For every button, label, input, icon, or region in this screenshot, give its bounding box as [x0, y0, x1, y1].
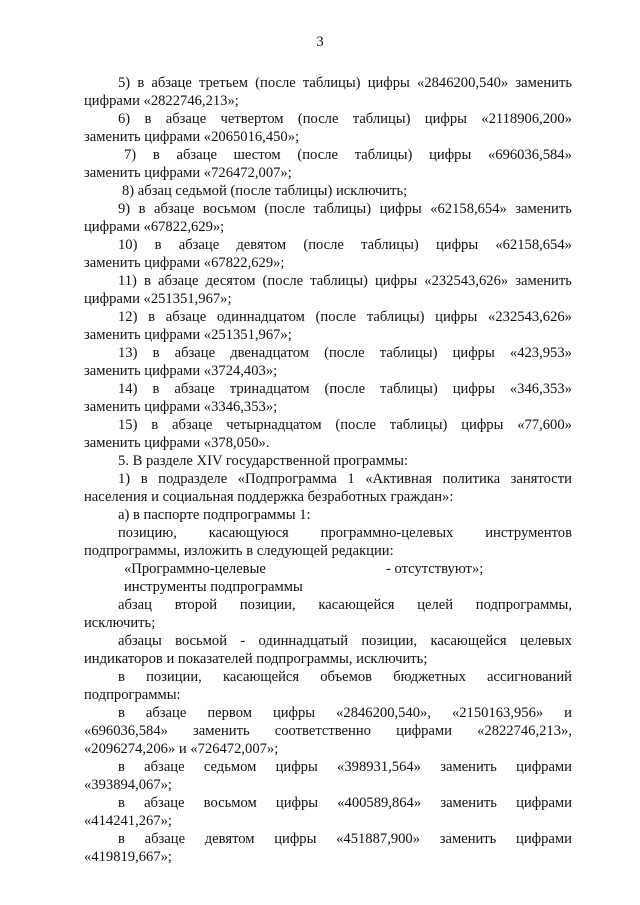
- word: восьмой: [175, 633, 228, 649]
- word: (после: [262, 273, 304, 289]
- word: (после: [264, 201, 305, 217]
- text-line: [118, 74, 572, 92]
- word: бюджетных: [393, 669, 466, 685]
- text-line: [118, 470, 572, 488]
- text-line: [118, 524, 572, 542]
- word: (после: [255, 75, 296, 91]
- word: касающейся: [430, 633, 507, 649]
- word: цифрами: [516, 831, 572, 847]
- word: абзаце: [151, 75, 192, 91]
- word: восьмом: [203, 795, 257, 811]
- word: второй: [174, 597, 218, 613]
- word: 1): [118, 471, 131, 487]
- word: «696036,584»: [487, 147, 572, 163]
- word: в: [137, 75, 145, 91]
- word: в: [152, 345, 160, 361]
- word: таблицы): [389, 417, 448, 433]
- text-line: цифрами «2822746,213»;: [84, 93, 239, 109]
- text-line: [118, 416, 572, 434]
- word: таблицы): [313, 201, 372, 217]
- word: двенадцатом: [230, 345, 309, 361]
- word: таблицы): [354, 147, 413, 163]
- text-line: [118, 308, 572, 326]
- word: «400589,864»: [337, 795, 422, 811]
- word: цифрами: [516, 795, 572, 811]
- word: программно-целевых: [320, 525, 454, 541]
- text-line: [84, 722, 572, 740]
- word: в: [154, 237, 162, 253]
- word: 13): [118, 345, 138, 361]
- text-line: [118, 380, 572, 398]
- text-line: [118, 704, 572, 722]
- word: цифрами: [516, 759, 572, 775]
- word: абзаце: [174, 345, 216, 361]
- word: в: [138, 201, 146, 217]
- text-line: [118, 200, 572, 218]
- word: «346,353»: [509, 381, 572, 397]
- word: (после: [324, 381, 366, 397]
- word: в: [118, 669, 125, 685]
- word: целевых: [519, 633, 572, 649]
- word: первом: [207, 705, 252, 721]
- word: «62158,654»: [495, 237, 572, 253]
- word: «398931,564»: [337, 759, 421, 775]
- word: в: [152, 381, 160, 397]
- word: (после: [335, 417, 376, 433]
- word: (после: [324, 345, 365, 361]
- text-line: «414241,267»;: [84, 813, 172, 829]
- word: заменить: [440, 759, 497, 775]
- word: третьем: [198, 75, 249, 91]
- text-line: [118, 272, 572, 290]
- text-line: заменить цифрами «3724,403»;: [84, 363, 278, 379]
- word: цифры: [275, 759, 318, 775]
- word: в: [151, 417, 159, 433]
- word: ассигнований: [487, 669, 572, 685]
- word: (после: [315, 309, 357, 325]
- word: цифры: [275, 795, 319, 811]
- word: «Активная: [365, 471, 433, 487]
- word: цифры: [272, 705, 316, 721]
- word: цифрами: [396, 723, 452, 739]
- text-line: [118, 344, 572, 362]
- word: таблицы): [361, 237, 419, 253]
- word: одиннадцатый: [258, 633, 349, 649]
- word: цифры: [367, 75, 410, 91]
- word: «62158,654»: [430, 201, 507, 217]
- word: в: [118, 759, 125, 775]
- word: позиции,: [239, 597, 296, 613]
- word: абзаце: [144, 831, 186, 847]
- word: одиннадцатом: [216, 309, 305, 325]
- word: «2150163,956»: [451, 705, 544, 721]
- word: «2846200,540»,: [336, 705, 431, 721]
- text-line: цифрами «67822,629»;: [84, 219, 225, 235]
- text-line: а) в паспорте подпрограммы 1:: [118, 507, 311, 523]
- word: (после: [297, 111, 339, 127]
- text-line: подпрограммы, изложить в следующей редакции:: [84, 543, 394, 559]
- word: 14): [118, 381, 138, 397]
- word: шестом: [233, 147, 281, 163]
- word: таблицы): [366, 309, 425, 325]
- text-line: [118, 110, 572, 128]
- word: объемов: [320, 669, 373, 685]
- word: «232543,626»: [424, 273, 509, 289]
- word: девятом: [204, 831, 255, 847]
- word: в: [118, 831, 125, 847]
- word: цифры: [452, 381, 495, 397]
- word: «696036,584»: [84, 723, 168, 739]
- word: 15): [118, 417, 138, 433]
- text-line: [118, 596, 572, 614]
- word: абзаце: [153, 201, 195, 217]
- word: -: [240, 633, 246, 649]
- word: цифры: [435, 237, 479, 253]
- word: целей: [417, 597, 454, 613]
- word: абзаце: [174, 381, 215, 397]
- word: четырнадцатом: [226, 417, 322, 433]
- word: 7): [124, 147, 137, 163]
- word: «451887,900»: [336, 831, 421, 847]
- text-line: заменить цифрами «67822,629»;: [84, 255, 285, 271]
- word: абзаце: [165, 111, 207, 127]
- word: четвертом: [220, 111, 284, 127]
- text-line: [124, 146, 572, 164]
- word: в: [144, 111, 152, 127]
- text-line: исключить;: [84, 615, 156, 631]
- text-line: «419819,667»;: [84, 849, 172, 865]
- text-line: [118, 668, 572, 686]
- word: 9): [118, 201, 131, 217]
- page-number: 3: [316, 34, 324, 50]
- text-line: [118, 632, 572, 650]
- word: заменить: [440, 795, 497, 811]
- word: заменить: [515, 201, 572, 217]
- word: «2118906,200»: [481, 111, 572, 127]
- word: в: [148, 309, 156, 325]
- text-line: подпрограммы:: [84, 687, 181, 703]
- word: абзаце: [178, 237, 220, 253]
- word: абзаце: [144, 795, 185, 811]
- text-line: «2096274,206» и «726472,007»;: [84, 741, 279, 757]
- word: в: [118, 705, 125, 721]
- word: цифры: [424, 111, 467, 127]
- word: заменить: [515, 273, 572, 289]
- text-line: заменить цифрами «3346,353»;: [84, 399, 278, 415]
- text-line: цифрами «251351,967»;: [84, 291, 232, 307]
- word: подпрограммы,: [475, 597, 572, 613]
- word: занятости: [510, 471, 572, 487]
- word: «Подпрограмма: [237, 471, 337, 487]
- word: абзаце: [171, 417, 213, 433]
- word: в: [140, 471, 148, 487]
- word: 10): [118, 237, 138, 253]
- text-line: заменить цифрами «251351,967»;: [84, 327, 292, 343]
- word: цифры: [452, 345, 495, 361]
- word: касающейся: [318, 597, 395, 613]
- text-line: [118, 758, 572, 776]
- section-heading: 5. В разделе XIV государственной программы:: [118, 453, 409, 469]
- word: цифры: [374, 273, 418, 289]
- word: абзаце: [165, 309, 207, 325]
- word: 5): [118, 75, 131, 91]
- word: абзацы: [118, 633, 162, 649]
- word: инструментов: [485, 525, 572, 541]
- word: 12): [118, 309, 138, 325]
- text-line: заменить цифрами «726472,007»;: [84, 165, 292, 181]
- text-line: индикаторов и показателей подпрограммы, исключить;: [84, 651, 428, 667]
- word: таблицы): [302, 75, 361, 91]
- word: таблицы): [352, 111, 411, 127]
- word: абзац: [118, 597, 152, 613]
- word: 11): [118, 273, 137, 289]
- word: в: [144, 273, 151, 289]
- word: в: [118, 795, 125, 811]
- word: заменить: [515, 75, 572, 91]
- word: «232543,626»: [488, 309, 572, 325]
- word: цифры: [274, 831, 317, 847]
- text-line: [118, 794, 572, 812]
- word: десятом: [205, 273, 256, 289]
- word: восьмом: [202, 201, 256, 217]
- word: седьмом: [203, 759, 257, 775]
- text-line: 8) абзац седьмой (после таблицы) исключить;: [122, 183, 408, 199]
- quoted-item-label: «Программно-целевые: [124, 561, 266, 577]
- word: девятом: [236, 237, 287, 253]
- word: заменить: [439, 831, 497, 847]
- word: абзаце: [144, 759, 185, 775]
- word: позиции,: [146, 669, 202, 685]
- text-line: [118, 236, 572, 254]
- word: абзаце: [176, 147, 217, 163]
- word: абзаце: [145, 705, 187, 721]
- word: таблицы): [310, 273, 368, 289]
- word: абзаце: [158, 273, 199, 289]
- quoted-item-label-cont: инструменты подпрограммы: [124, 579, 303, 595]
- word: цифры: [435, 309, 478, 325]
- word: таблицы): [380, 381, 438, 397]
- word: позиции,: [361, 633, 418, 649]
- word: позицию,: [118, 525, 177, 541]
- word: подразделе: [158, 471, 228, 487]
- word: политика: [442, 471, 501, 487]
- word: таблицы): [379, 345, 438, 361]
- word: 6): [118, 111, 131, 127]
- word: «423,953»: [509, 345, 572, 361]
- word: (после: [303, 237, 344, 253]
- quoted-item-value: - отсутствуют»;: [386, 561, 484, 577]
- word: и: [564, 705, 572, 721]
- word: касающейся: [222, 669, 300, 685]
- word: «77,600»: [517, 417, 572, 433]
- word: соответственно: [274, 723, 371, 739]
- text-line: заменить цифрами «378,050».: [84, 435, 270, 451]
- word: (после: [297, 147, 338, 163]
- word: цифры: [461, 417, 504, 433]
- word: тринадцатом: [229, 381, 310, 397]
- word: 1: [347, 471, 355, 487]
- text-line: населения и социальная поддержка безработных граждан»:: [84, 489, 454, 505]
- word: касающуюся: [208, 525, 289, 541]
- text-line: заменить цифрами «2065016,450»;: [84, 129, 300, 145]
- word: «2846200,540»: [417, 75, 509, 91]
- word: заменить: [193, 723, 250, 739]
- word: цифры: [379, 201, 422, 217]
- word: «2822746,213»,: [477, 723, 572, 739]
- text-line: «393894,067»;: [84, 777, 172, 793]
- text-line: [118, 830, 572, 848]
- word: в: [152, 147, 160, 163]
- word: цифры: [429, 147, 472, 163]
